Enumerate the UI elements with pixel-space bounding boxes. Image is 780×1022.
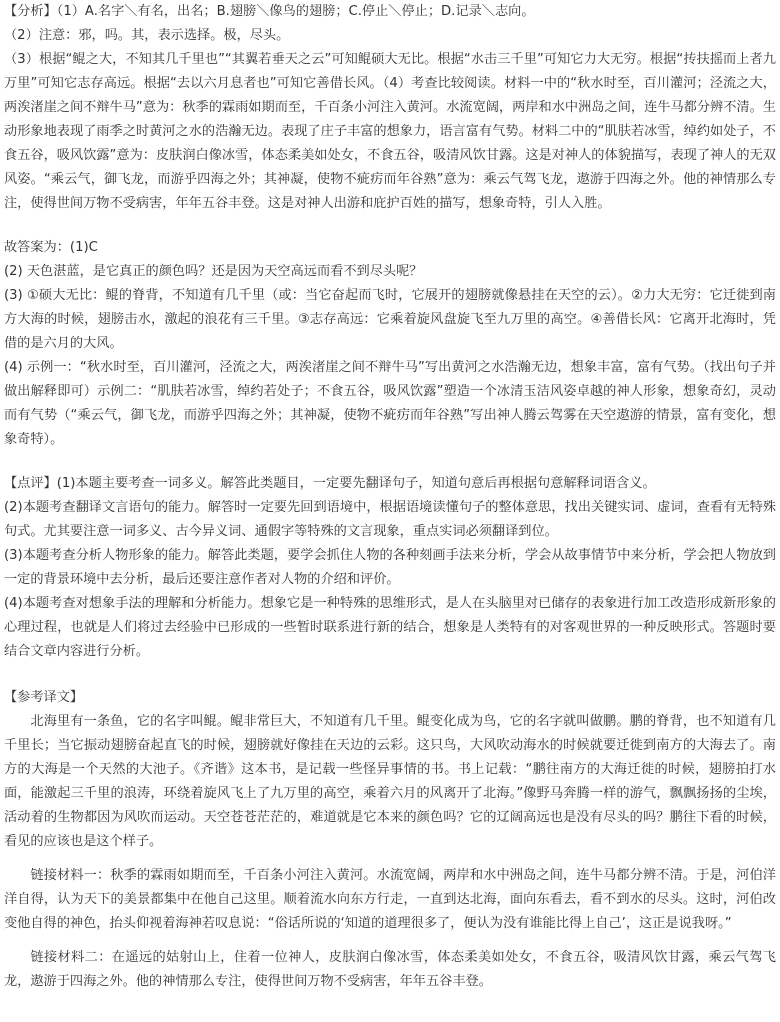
comment-paragraph-2: (2)本题考查翻译文言语句的能力。解答时一定要先回到语境中，根据语境读懂句子的整体意思，找出关键实词、虚词，查看有无特殊句式。尤其要注意一词多义、古今异义词、通假字等特殊的文言现象，重点实词必须翻译到位。 bbox=[4, 500, 776, 539]
comment-paragraph-3: (3)本题考查分析人物形象的能力。解答此类题，要学会抓住人物的各种刻画手法来分析，学会从故事情节中来分析，学会把人物放到一定的背景环境中去分析，最后还要注意作者对人物的介绍和评价。 bbox=[4, 548, 776, 587]
answer-paragraph-3: (3) ①硕大无比：鲲的脊背，不知道有几千里（或：当它奋起而飞时，它展开的翅膀就像悬挂在天空的云）。②力大无穷：它迁徙到南方大海的时候，翅膀击水，激起的浪花有三千里。③志存高远：它乘着旋风盘旋飞至九万里的高空。④善借长风：它离开北海时，凭借的是六月的大风。 bbox=[4, 288, 776, 351]
answer-section bbox=[4, 236, 776, 452]
analysis-paragraph-2: （2）注意：邪，吗。其，表示选择。极，尽头。 bbox=[4, 28, 290, 43]
comment-paragraph-1: 【点评】(1)本题主要考查一词多义。解答此类题目，一定要先翻译句子，知道句意后再根据句意解释词语含义。 bbox=[4, 476, 656, 491]
comment-section bbox=[4, 472, 776, 664]
analysis-paragraph-3: （3）根据“鲲之大，不知其几千里也”“其翼若垂天之云”可知鲲硕大无比。根据“水击三千里”可知它力大无穷。根据“抟扶摇而上者九万里”可知它志存高远。根据“去以六月息者也”可知它善借长风。（4）考查比较阅读。材料一中的“秋水时至，百川灌河；泾流之大，两涘渚崖之间不辩牛马”意为：秋季的霖雨如期而至，千百条小河注入黄河。水流宽阔，两岸和水中洲岛之间，连牛马都分辨不清。生动形象地表现了雨季之时黄河之水的浩瀚无边。表现了庄子丰富的想象力，语言富有气势。材料二中的“肌肤若冰雪，绰约如处子，不食五谷，吸风饮露”意为：皮肤润白像冰雪，体态柔美如处女，不食五谷，吸清风饮甘露。这是对神人的体貌描写，表现了神人的无双风姿。“乘云气，御飞龙，而游乎四海之外；其神凝，使物不疵疠而年谷熟”意为：乘云气驾飞龙，遨游于四海之外。他的神情那么专注，使得世间万物不受病害，年年五谷丰登。这是对神人出游和庇护百姓的描写，想象奇特，引人入胜。 bbox=[4, 52, 776, 211]
translation-paragraph-3: 链接材料二：在遥远的姑射山上，住着一位神人，皮肤润白像冰雪，体态柔美如处女，不食五谷，吸清风饮甘露，乘云气驾飞龙，遨游于四海之外。他的神情那么专注，使得世间万物不受病害，年年五谷丰登。 bbox=[4, 950, 776, 989]
analysis-paragraph-1: 【分析】（1）A.名字＼有名，出名；B.翅膀＼像鸟的翅膀；C.停止＼停止；D.记录＼志向。 bbox=[4, 4, 535, 19]
spacer bbox=[4, 936, 776, 946]
spacer bbox=[4, 854, 776, 864]
translation-section bbox=[4, 686, 776, 994]
answer-paragraph-4: (4) 示例一：“秋水时至，百川灌河，泾流之大，两涘渚崖之间不辩牛马”写出黄河之水浩瀚无边，想象丰富，富有气势。（找出句子并做出解释即可）示例二：“肌肤若冰雪，绰约若处子；不食五谷，吸风饮露”塑造一个冰清玉洁风姿卓越的神人形象，想象奇幻，灵动而有气势（“乘云气，御飞龙，而游乎四海之外；其神凝，使物不疵疠而年谷熟”写出神人腾云驾雾在天空遨游的情景，富有变化，想象奇特）。 bbox=[4, 360, 776, 447]
spacer bbox=[4, 664, 776, 686]
translation-paragraph-2: 链接材料一：秋季的霖雨如期而至，千百条小河注入黄河。水流宽阔，两岸和水中洲岛之间，连牛马都分辨不清。于是，河伯洋洋自得，认为天下的美景都集中在他自己这里。顺着流水向东方行走，一直到达北海，面向东看去，看不到水的尽头。这时，河伯改变他自得的神色，抬头仰视着海神若叹息说：“俗话所说的‘知道的道理很多了，便认为没有谁能比得上自己’，这正是说我呀。” bbox=[4, 868, 776, 931]
spacer bbox=[4, 452, 776, 472]
answer-paragraph-1: 故答案为：(1)C bbox=[4, 240, 98, 255]
answer-paragraph-2: (2) 天色湛蓝，是它真正的颜色吗？还是因为天空高远而看不到尽头呢？ bbox=[4, 264, 423, 279]
comment-paragraph-4: (4)本题考查对想象手法的理解和分析能力。想象它是一种特殊的思维形式，是人在头脑里对已储存的表象进行加工改造形成新形象的心理过程，也就是人们将过去经验中已形成的一些暂时联系进行新的结合，想象是人类特有的对客观世界的一种反映形式。答题时要结合文章内容进行分析。 bbox=[4, 596, 776, 659]
analysis-section bbox=[4, 0, 776, 216]
spacer bbox=[4, 216, 776, 236]
translation-paragraph-1: 北海里有一条鱼，它的名字叫鲲。鲲非常巨大，不知道有几千里。鲲变化成为鸟，它的名字就叫做鹏。鹏的脊背，也不知道有几千里长；当它振动翅膀奋起直飞的时候，翅膀就好像挂在天边的云彩。这只鸟，大风吹动海水的时候就要迁徙到南方的大海去了。南方的大海是一个天然的大池子。《齐谐》这本书，是记载一些怪异事情的书。书上记载：“鹏往南方的大海迁徙的时候，翅膀拍打水面，能激起三千里的浪涛，环绕着旋风飞上了九万里的高空，乘着六月的风离开了北海。”像野马奔腾一样的游气，飘飘扬扬的尘埃，活动着的生物都因为风吹而运动。天空苍苍茫茫的，难道就是它本来的颜色吗？它的辽阔高远也是没有尽头的吗？鹏往下看的时候，看见的应该也是这个样子。 bbox=[4, 714, 776, 849]
translation-heading: 【参考译文】 bbox=[4, 690, 84, 705]
